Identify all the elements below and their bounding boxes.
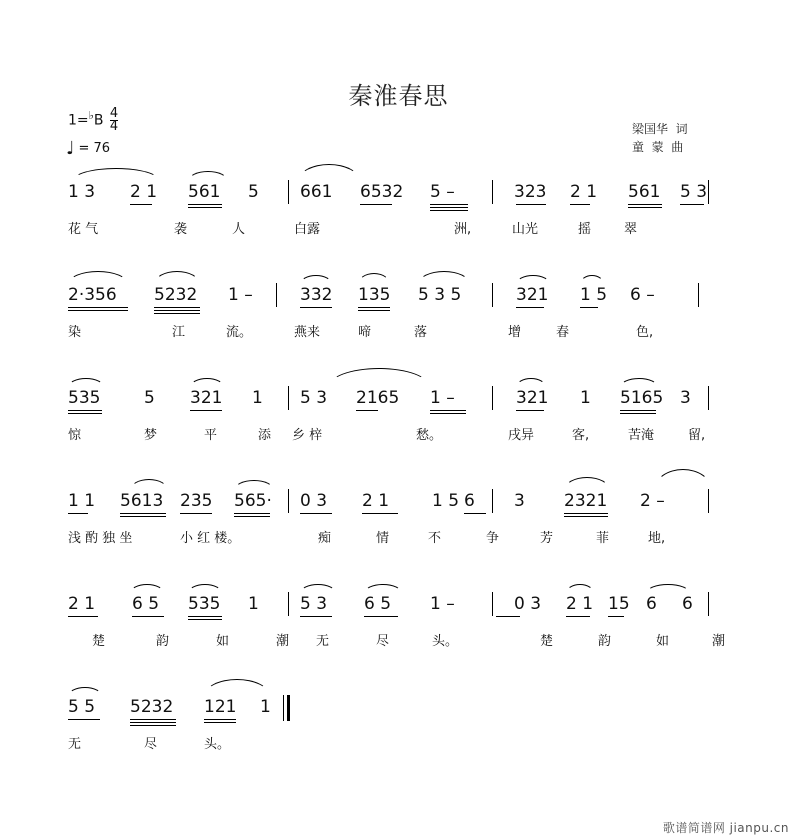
lyric-word: 无 [68,737,82,752]
staff-system [0,378,797,478]
beam-underline [68,307,128,308]
lyric-word: 袭 [174,222,188,237]
barline [708,180,709,204]
note-group: 6 [646,594,657,614]
slur [68,378,104,387]
lyric-word: 头。 [204,737,231,752]
slur [130,479,168,490]
beam-underline [130,722,176,723]
lyric-word: 落 [414,325,428,340]
slur [130,584,164,593]
lyrics-row [68,527,718,547]
barline [288,386,289,410]
lyric-word: 白露 [294,222,321,237]
barline [708,489,709,513]
note-group: 235 [180,491,213,511]
beam-underline [120,513,166,514]
beam-underline [566,616,590,617]
notes-row [68,378,718,418]
note-group: 0 3 [300,491,328,511]
beam-underline [496,616,520,617]
note-group: 561 [628,182,661,202]
lyric-word: 不 [428,531,442,546]
beam-underline [516,410,544,411]
slur [364,584,402,593]
note-group: 2 1 [566,594,594,614]
note-group: 3 [680,388,691,408]
lyric-word: 韵 [156,634,170,649]
lyric-word: 菲 [596,531,610,546]
beam-underline [154,313,200,314]
slur [234,480,274,490]
beam-underline [608,616,624,617]
note-group: 6 5 [364,594,392,614]
slur [646,584,690,593]
lyric-word: 争 [486,531,500,546]
lyric-word: 情 [376,531,390,546]
staff-system [0,584,797,684]
notes-row [68,687,718,727]
beam-underline [680,204,704,205]
lyric-word: 啼 [358,325,372,340]
beam-underline [204,719,236,720]
slur [580,275,604,284]
lyric-word: 洲, [454,222,472,237]
beam-underline [516,307,544,308]
beam-underline [360,204,392,205]
lyric-word: 江 [172,325,186,340]
note-group: 321 [190,388,223,408]
barline [288,180,289,204]
beam-underline [68,410,102,411]
note-group: 535 [68,388,101,408]
barline [288,489,289,513]
beam-underline [130,725,176,726]
lyric-word: 浅 酌 独 坐 [68,531,133,546]
note-group: 1 – [430,388,455,408]
note-group: 121 [204,697,237,717]
lyric-word: 春 [556,325,570,340]
tempo-value: = 76 [78,141,111,156]
note-group: 6532 [360,182,404,202]
note-group: 1 [248,594,259,614]
notes-row [68,275,718,315]
note-group: 5 – [430,182,455,202]
slur [188,171,228,181]
note-group: 1 1 [68,491,96,511]
beam-underline [364,616,398,617]
beam-underline [628,204,662,205]
beam-underline [68,513,88,514]
note-group: 5 3 5 [418,285,462,305]
lyrics-row [68,424,718,444]
credits [632,120,688,156]
lyric-word: 添 [258,428,272,443]
lyric-word: 翠 [624,222,638,237]
flat-symbol: ♭ [88,109,94,122]
note-group: 1 [260,697,271,717]
lyric-word: 染 [68,325,82,340]
key-tonic: B [93,112,104,129]
key-signature [68,108,118,133]
lyric-word: 尽 [144,737,158,752]
note-group: 6 5 [132,594,160,614]
note-group: 561 [188,182,221,202]
slur [298,164,360,181]
beam-underline [430,210,468,211]
note-group: 135 [358,285,391,305]
note-group: 5232 [130,697,174,717]
beam-underline [188,207,222,208]
beam-underline [300,616,332,617]
slur [620,378,658,387]
time-numerator: 4 [109,106,119,122]
note-group: 321 [516,285,549,305]
note-group: 2 1 [570,182,598,202]
slur [190,378,224,387]
beam-underline [234,513,270,514]
note-group: 2165 [356,388,400,408]
beam-underline [580,307,598,308]
note-group: 1 [252,388,263,408]
watermark: 歌谱简谱网 jianpu.cn [662,821,789,835]
lyric-word: 梦 [144,428,158,443]
note-group: 2321 [564,491,608,511]
note-group: 2·356 [68,285,117,305]
lyric-word: 乡 梓 [292,428,323,443]
lyric-word: 惊 [68,428,82,443]
beam-underline [188,616,222,617]
barline [492,283,493,307]
note-group: 2 1 [68,594,96,614]
beam-underline [430,207,468,208]
lyric-word: 如 [216,634,230,649]
slur [516,378,546,387]
composer: 童 蒙 曲 [632,140,684,154]
lyrics-row [68,321,718,341]
lyric-word: 燕来 [294,325,321,340]
note-group: 1 5 [432,491,460,511]
beam-underline [300,513,332,514]
barline [492,386,493,410]
note-group: 3 [514,491,525,511]
beam-underline [188,619,222,620]
beam-underline [190,410,222,411]
beam-underline [620,413,656,414]
note-group: 2 1 [130,182,158,202]
lyrics-row [68,630,726,650]
barline [288,592,289,616]
beam-underline [204,722,236,723]
slur [566,584,594,593]
barline [492,489,493,513]
beam-underline [188,204,222,205]
note-group: 0 3 [514,594,542,614]
note-group: 5 3 [300,388,328,408]
beam-underline [68,616,98,617]
note-group: 535 [188,594,221,614]
note-group: 2 – [640,491,665,511]
beam-underline [358,310,390,311]
slur [188,584,222,593]
staff-system [0,172,797,272]
lyric-word: 头。 [432,634,459,649]
note-group: 5 3 [680,182,708,202]
slur [418,271,470,284]
lyric-word: 潮 [276,634,290,649]
slur [300,584,336,593]
lyric-word: 如 [656,634,670,649]
note-group: 321 [516,388,549,408]
lyric-word: 平 [204,428,218,443]
note-group: 1 5 [580,285,608,305]
slur [300,275,332,284]
lyrics-row [68,733,718,753]
beam-underline [516,204,546,205]
note-group: 5613 [120,491,164,511]
notes-row [68,584,718,624]
slur [72,168,160,181]
slur [516,275,550,284]
staff-system [0,275,797,375]
lyric-word: 苦淹 [628,428,655,443]
beam-underline [300,307,332,308]
beam-underline [356,410,378,411]
beam-underline [154,307,200,308]
note-group: 2 1 [362,491,390,511]
beam-underline [130,719,176,720]
time-denominator: 4 [109,119,119,135]
lyric-word: 戌异 [508,428,535,443]
beam-underline [120,516,166,517]
lyric-word: 人 [232,222,246,237]
note-group: 5232 [154,285,198,305]
lyric-word: 摇 [578,222,592,237]
lyric-word: 地, [648,531,666,546]
lyric-word: 愁。 [416,428,443,443]
lyric-word: 无 [316,634,330,649]
quarter-note-icon: ♩ [66,138,75,159]
notes-row [68,172,718,212]
slur [68,687,102,696]
note-group: 565· [234,491,272,511]
lyric-word: 留, [688,428,706,443]
beam-underline [620,410,656,411]
note-group: 6 [464,491,475,511]
beam-underline [180,513,212,514]
beam-underline [358,307,390,308]
lyric-word: 增 [508,325,522,340]
beam-underline [154,310,200,311]
staff-system [0,481,797,581]
lyric-word: 芳 [540,531,554,546]
barline [276,283,277,307]
lyric-word: 山光 [512,222,539,237]
beam-underline [564,513,608,514]
song-title: 秦淮春思 [348,82,449,110]
barline [492,180,493,204]
slur [154,271,200,284]
note-group: 1 [580,388,591,408]
beam-underline [132,616,164,617]
beam-underline [68,310,128,311]
lyrics-row [68,218,718,238]
lyric-word: 色, [636,325,654,340]
lyric-word: 韵 [598,634,612,649]
slur [358,273,390,284]
staff-system [0,687,797,787]
lyricist: 梁国华 词 [632,122,688,136]
key-prefix: 1= [68,112,89,129]
beam-underline [430,413,466,414]
slur [68,271,128,284]
beam-underline [564,516,608,517]
lyric-word: 潮 [712,634,726,649]
beam-underline [570,204,590,205]
barline [708,386,709,410]
note-group: 1 – [430,594,455,614]
beam-underline [68,413,102,414]
notes-row [68,481,718,521]
time-signature [110,108,118,133]
tempo-marking [66,138,110,159]
beam-underline [464,513,486,514]
lyric-word: 小 红 楼。 [180,531,241,546]
slur [564,477,610,490]
beam-underline [234,516,270,517]
note-group: 5 3 [300,594,328,614]
note-group: 1 – [228,285,253,305]
note-group: 5 5 [68,697,96,717]
beam-underline [130,204,152,205]
note-group: 5165 [620,388,664,408]
lyric-word: 尽 [376,634,390,649]
note-group: 323 [514,182,547,202]
lyric-word: 楚 [92,634,106,649]
note-group: 6 – [630,285,655,305]
note-group: 332 [300,285,333,305]
note-group: 1 3 [68,182,96,202]
lyric-word: 痴 [318,531,332,546]
note-group: 6 [682,594,693,614]
lyric-word: 楚 [540,634,554,649]
beam-underline [68,719,100,720]
beam-underline [628,207,662,208]
beam-underline [362,513,398,514]
barline [492,592,493,616]
barline [698,283,699,307]
note-group: 5 [144,388,155,408]
lyric-word: 流。 [226,325,253,340]
lyric-word: 客, [572,428,590,443]
note-group: 5 [248,182,259,202]
beam-underline [430,204,468,205]
note-group: 15 [608,594,630,614]
beam-underline [430,410,466,411]
lyric-word: 花 气 [68,222,99,237]
note-group: 661 [300,182,333,202]
barline [708,592,709,616]
